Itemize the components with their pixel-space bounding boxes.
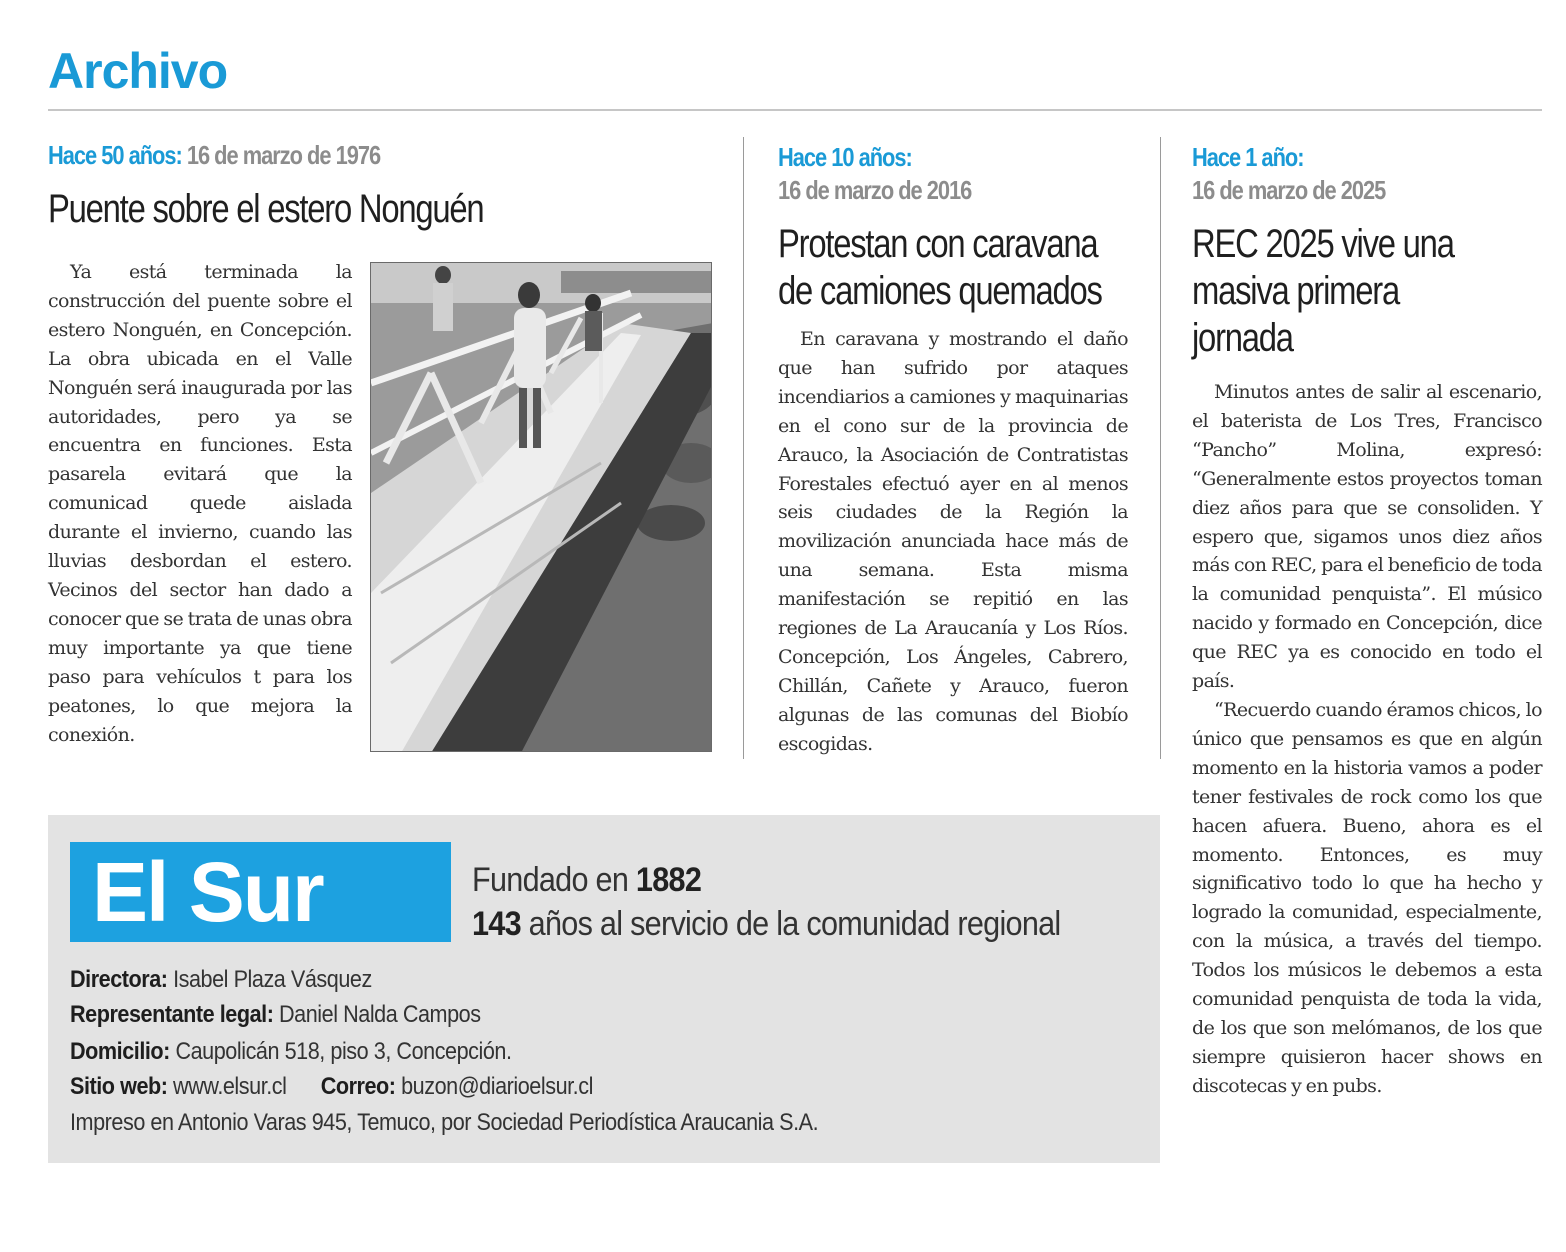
el-sur-logo xyxy=(70,842,451,942)
founded-year: 1882 xyxy=(635,861,702,899)
kicker-date: 16 de marzo de 1976 xyxy=(186,140,381,170)
correo-label: Correo: xyxy=(320,1073,396,1100)
body-2016: En caravana y mostrando el daño que han sufrido por ataques incendiarios a camiones y maquinarias en el cono sur de la provincia de Arauco, la Asociación de Contratistas Forestales efectuó ayer en al menos seis ciudades de la Región la movilización anunciada hace más de una semana. Esta misma manifestación se repitió en las regiones de La Araucanía y Los Ríos. Concepción, Los Ángeles, Cabrero, Chillán, Cañete y Arauco, fueron algunas de las comunas del Biobío escogidas. xyxy=(778,328,1128,755)
founded-info xyxy=(472,858,1061,946)
credit-domicilio xyxy=(70,1037,512,1067)
years-text: años al servicio de la comunidad regional xyxy=(520,905,1061,943)
domicilio-value: Caupolicán 518, piso 3, Concepción. xyxy=(169,1038,512,1065)
credit-impreso: Impreso en Antonio Varas 945, Temuco, por Sociedad Periodística Araucania S.A. xyxy=(70,1109,819,1136)
web-link[interactable]: www.elsur.cl xyxy=(167,1073,287,1100)
directora-label: Directora: xyxy=(70,966,168,993)
years-count: 143 xyxy=(472,905,521,943)
body-2025 xyxy=(1192,378,1542,1101)
section-title: Archivo xyxy=(48,43,228,99)
headline-1976: Puente sobre el estero Nonguén xyxy=(48,187,484,231)
headline-2025: REC 2025 vive una masiva primera jornada xyxy=(1192,222,1454,360)
body-1976: Ya está terminada la construcción del puente sobre el estero Nonguén, en Concepción. La obra ubicada en el Valle Nonguén será inaugurada por las autoridades, pero ya se encuentra en funciones. Esta pasarela evitará que la comunicad quede aislada durante el invierno, cuando las lluvias desbordan el estero. Vecinos del sector han dado a conocer que se trata de unas obra muy importante ya que tiene paso para vehículos t para los peatones, lo que mejora la conexión. xyxy=(48,261,352,746)
web-label: Sitio web: xyxy=(70,1073,168,1100)
credit-contact xyxy=(70,1072,593,1102)
column-divider-2 xyxy=(1160,137,1161,759)
column-divider-1 xyxy=(743,137,744,759)
domicilio-label: Domicilio: xyxy=(70,1038,170,1065)
representante-value: Daniel Nalda Campos xyxy=(273,1001,481,1028)
kicker-2016-date: 16 de marzo de 2016 xyxy=(778,175,972,205)
founded-prefix: Fundado en xyxy=(472,861,636,899)
body-2025-paragraph-2: “Recuerdo cuando éramos chicos, lo único que pensamos es que en algún momento en la historia vamos a poder tener festivales de rock como los que hacen afuera. Bueno, ahora es el momento. Entonces, es muy significativo todo lo que ha hecho y logrado la comunidad, especialmente, con la música, a través del tiempo. Todos los músicos le debemos a esta comunidad penquista de toda la vida, de los que son melómanos, de los que siempre quisieron hacer shows en discotecas y en pubs. xyxy=(1192,698,1542,1097)
kicker-2025-label: Hace 1 año: xyxy=(1192,142,1304,172)
correo-link[interactable]: buzon@diarioelsur.cl xyxy=(395,1073,593,1100)
kicker-label: Hace 50 años: xyxy=(48,140,182,170)
bridge-photo xyxy=(370,262,712,752)
representante-label: Representante legal: xyxy=(70,1001,274,1028)
top-divider xyxy=(48,109,1542,111)
logo-text: El Sur xyxy=(92,845,323,939)
credit-directora xyxy=(70,965,372,995)
directora-value: Isabel Plaza Vásquez xyxy=(167,966,372,993)
kicker-1976 xyxy=(48,139,380,172)
kicker-2016-label: Hace 10 años: xyxy=(778,142,912,172)
credit-representante xyxy=(70,1000,481,1030)
body-2025-paragraph-1: Minutos antes de salir al escenario, el baterista de Los Tres, Francisco “Pancho” Molina, expresó: “Generalmente estos proyectos toman diez años para que se consoliden. Y espero que, sigamos unos diez años más con REC, para el beneficio de toda la comunidad penquista”. El músico nacido y formado en Concepción, dice que REC ya es conocido en todo el país. xyxy=(1192,381,1542,693)
headline-2016: Protestan con caravana de camiones quemados xyxy=(778,222,1102,313)
kicker-2025-date: 16 de marzo de 2025 xyxy=(1192,175,1386,205)
